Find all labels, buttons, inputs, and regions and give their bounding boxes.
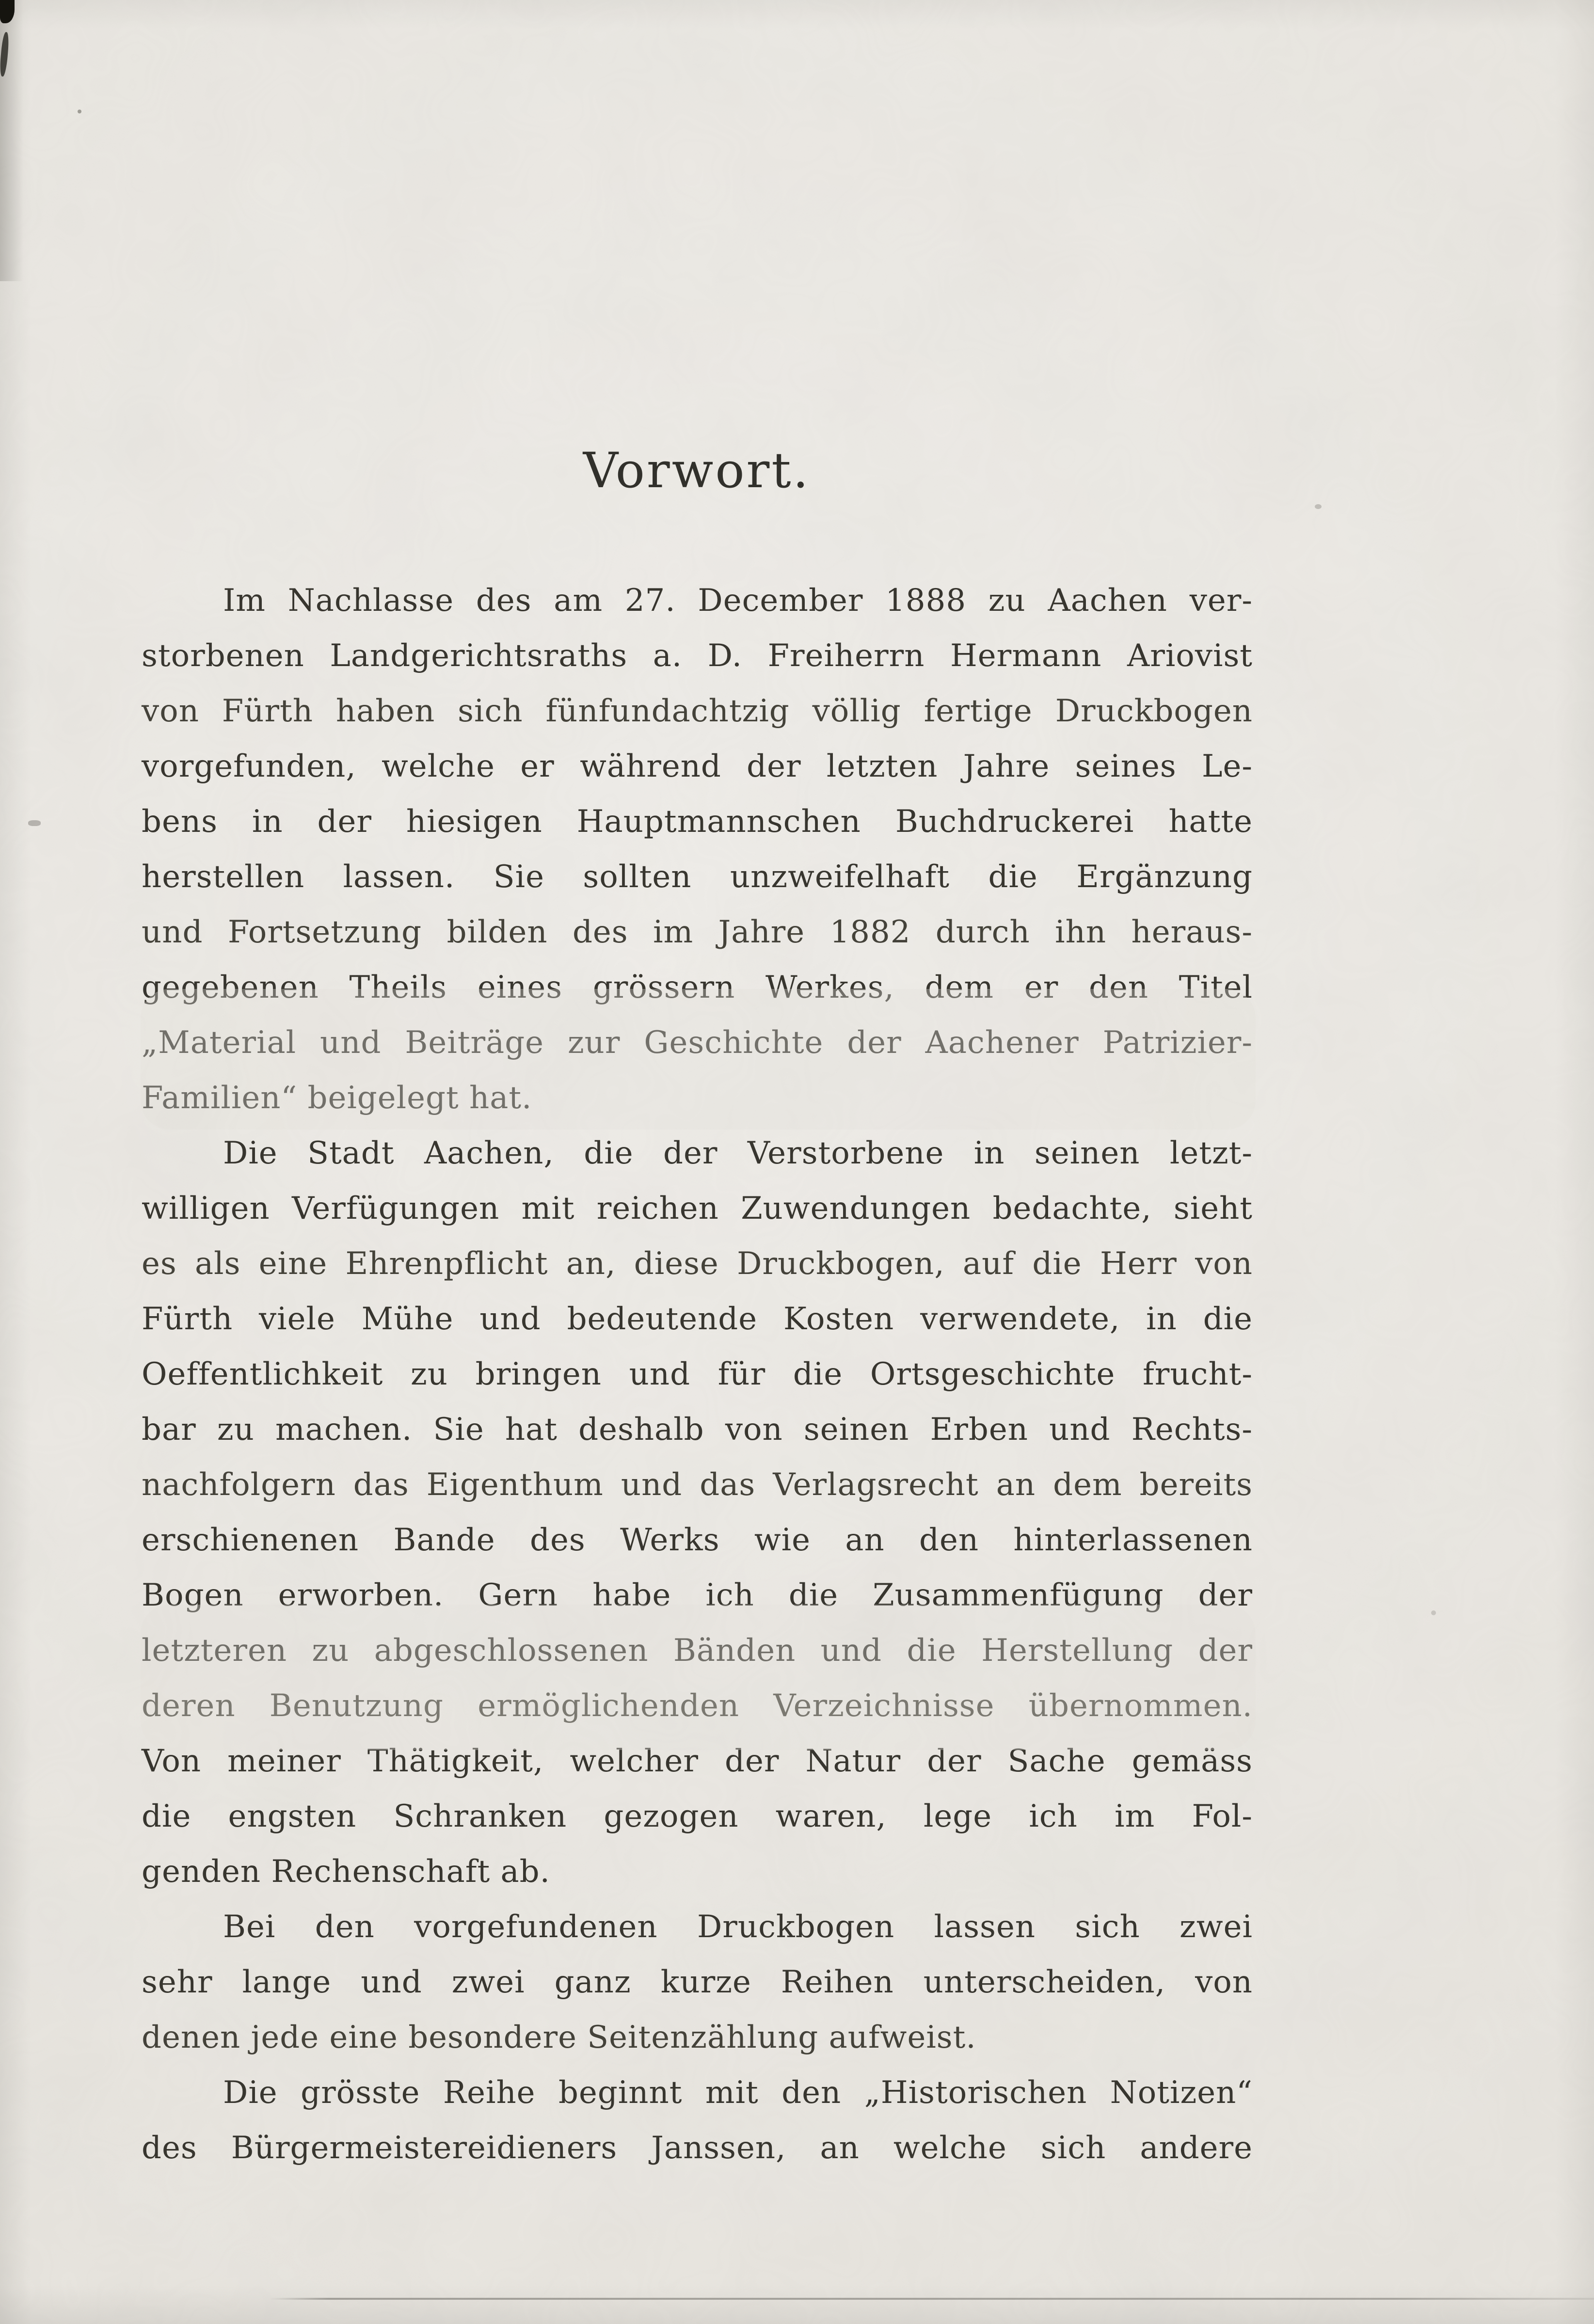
text-line: nachfolgern das Eigenthum und das Verlagsrecht an dem bereits (142, 1467, 1253, 1503)
paragraph (142, 1899, 1253, 2065)
text-line: „Material und Beiträge zur Geschichte der Aachener Patrizier- (142, 1025, 1253, 1061)
scan-edge-line (270, 2298, 1594, 2300)
text-line: Fürth viele Mühe und bedeutende Kosten verwendete, in die (142, 1301, 1253, 1337)
scan-speck (78, 110, 81, 113)
text-line: von Fürth haben sich fünfundachtzig völlig fertige Druckbogen (142, 693, 1253, 729)
scan-speck (1315, 504, 1322, 509)
text-line: Die Stadt Aachen, die der Verstorbene in seinen letzt- (223, 1135, 1253, 1171)
page-title: Vorwort. (583, 442, 811, 499)
text-line: deren Benutzung ermöglichenden Verzeichnisse übernommen. (142, 1688, 1253, 1724)
text-line: letzteren zu abgeschlossenen Bänden und die Herstellung der (142, 1633, 1253, 1669)
text-line: vorgefunden, welche er während der letzten Jahre seines Le- (142, 748, 1253, 784)
scan-speck (1431, 1610, 1436, 1615)
scan-speck (28, 820, 41, 826)
text-line: es als eine Ehrenpflicht an, diese Druckbogen, auf die Herr von (142, 1246, 1253, 1282)
text-line: storbenen Landgerichtsraths a. D. Freiherrn Hermann Ariovist (142, 638, 1253, 674)
preface-body (142, 573, 1253, 2176)
paragraph (142, 2065, 1253, 2176)
text-line: bar zu machen. Sie hat deshalb von seinen Erben und Rechts- (142, 1412, 1253, 1448)
text-line: die engsten Schranken gezogen waren, lege ich im Fol- (142, 1799, 1253, 1834)
text-line: gegebenen Theils eines grössern Werkes, dem er den Titel (142, 970, 1253, 1005)
text-line: sehr lange und zwei ganz kurze Reihen unterscheiden, von (142, 1964, 1253, 2000)
text-line: herstellen lassen. Sie sollten unzweifelhaft die Ergänzung (142, 859, 1253, 895)
text-line: genden Rechenschaft ab. (142, 1854, 550, 1890)
text-line: Die grösste Reihe beginnt mit den „Historischen Notizen“ (223, 2075, 1253, 2111)
text-line: erschienenen Bande des Werks wie an den hinterlassenen (142, 1522, 1253, 1558)
text-line: und Fortsetzung bilden des im Jahre 1882 durch ihn heraus- (142, 914, 1253, 950)
text-line: des Bürgermeistereidieners Janssen, an welche sich andere (142, 2130, 1253, 2166)
text-line: Bei den vorgefundenen Druckbogen lassen sich zwei (223, 1909, 1253, 1945)
paragraph (142, 1126, 1253, 1899)
text-line: Oeffentlichkeit zu bringen und für die Ortsgeschichte frucht- (142, 1356, 1253, 1392)
text-line: Im Nachlasse des am 27. December 1888 zu Aachen ver- (223, 583, 1253, 619)
paragraph (142, 573, 1253, 1126)
text-line: denen jede eine besondere Seitenzählung aufweist. (142, 2020, 976, 2055)
text-line: Von meiner Thätigkeit, welcher der Natur der Sache gemäss (142, 1743, 1253, 1779)
text-line: bens in der hiesigen Hauptmannschen Buchdruckerei hatte (142, 804, 1253, 840)
text-line: Familien“ beigelegt hat. (142, 1080, 532, 1116)
text-line: Bogen erworben. Gern habe ich die Zusammenfügung der (142, 1577, 1253, 1613)
text-line: willigen Verfügungen mit reichen Zuwendungen bedachte, sieht (142, 1191, 1253, 1226)
